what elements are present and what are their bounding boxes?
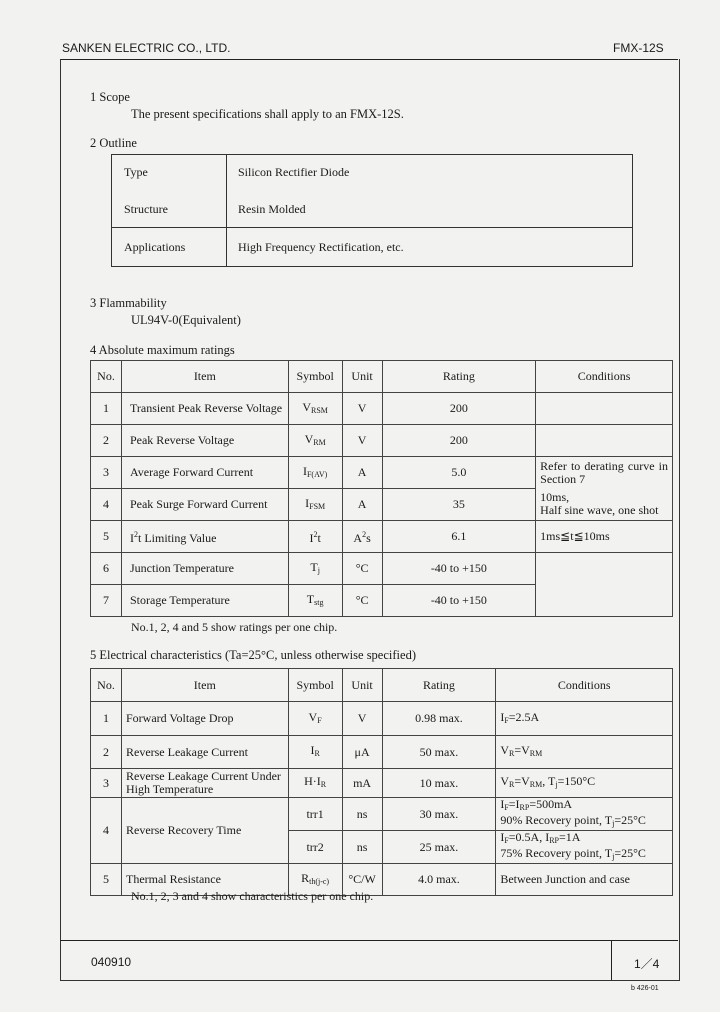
- row-conditions: [536, 553, 673, 585]
- scope-heading: 1 Scope: [90, 90, 130, 104]
- flammability-text: UL94V-0(Equivalent): [131, 313, 241, 327]
- row-no: 1: [91, 393, 122, 425]
- col-header-unit: Unit: [342, 361, 382, 393]
- row-symbol: $I_R$: [288, 736, 342, 769]
- table-row: [91, 457, 673, 489]
- table-row: [91, 585, 673, 617]
- row-unit: μA: [342, 736, 382, 769]
- row-no: 2: [91, 736, 122, 769]
- row-item: Reverse Leakage Current: [121, 736, 288, 769]
- abs-max-table: [90, 360, 673, 617]
- page-number: 1／4: [634, 957, 660, 971]
- col-header-no: No.: [91, 361, 122, 393]
- row-rating: 6.1: [382, 521, 536, 553]
- row-symbol: $I_{FSM}$: [288, 489, 342, 521]
- table-row: [91, 425, 673, 457]
- scope-text: The present specifications shall apply to an FMX-12S.: [131, 107, 404, 121]
- outline-structure-label: Structure: [124, 202, 168, 216]
- outline-divider: [226, 155, 227, 266]
- row-unit: $A^2s$: [342, 521, 382, 553]
- row-symbol: $T_{stg}$: [288, 585, 342, 617]
- table-row: [91, 769, 673, 798]
- row-symbol: trr2: [288, 831, 342, 864]
- table-row: [91, 521, 673, 553]
- col-header-conditions: Conditions: [536, 361, 673, 393]
- outline-type-label: Type: [124, 165, 148, 179]
- row-symbol: $R_{th(j-c)}$: [288, 864, 342, 896]
- col-header-item: Item: [121, 669, 288, 702]
- row-conditions: $I_F=2.5A$: [496, 702, 673, 736]
- row-no: 5: [91, 864, 122, 896]
- row-rating: -40 to +150: [382, 585, 536, 617]
- row-rating: 10 max.: [382, 769, 496, 798]
- outline-structure-value: Resin Molded: [238, 202, 306, 216]
- col-header-rating: Rating: [382, 669, 496, 702]
- elec-heading: 5 Electrical characteristics (Ta=25°C, unless otherwise specified): [90, 648, 416, 662]
- row-conditions: Between Junction and case: [496, 864, 673, 896]
- row-symbol: $V_F$: [288, 702, 342, 736]
- footer-divider: [611, 940, 612, 980]
- row-rating: 0.98 max.: [382, 702, 496, 736]
- table-row: [91, 702, 673, 736]
- table-row: [91, 798, 673, 831]
- row-unit: °C/W: [342, 864, 382, 896]
- row-rating: 4.0 max.: [382, 864, 496, 896]
- row-conditions: $I_F=0.5A$, $I_{RP}=1A$ 75% Recovery point, $T_j=25^\circ C$: [496, 831, 673, 864]
- footer-rule: [60, 940, 678, 941]
- col-header-unit: Unit: [342, 669, 382, 702]
- row-unit: °C: [342, 585, 382, 617]
- col-header-symbol: Symbol: [288, 669, 342, 702]
- table-row: [91, 736, 673, 769]
- row-no: 4: [91, 489, 122, 521]
- table-row: [91, 393, 673, 425]
- part-number: FMX-12S: [613, 41, 664, 55]
- row-item: Thermal Resistance: [121, 864, 288, 896]
- row-item: Peak Reverse Voltage: [121, 425, 288, 457]
- row-conditions: 1ms≦t≦10ms: [536, 521, 673, 553]
- row-no: 5: [91, 521, 122, 553]
- col-header-conditions: Conditions: [496, 669, 673, 702]
- row-symbol: $I_{F(AV)}$: [288, 457, 342, 489]
- row-rating: 30 max.: [382, 798, 496, 831]
- row-unit: V: [342, 702, 382, 736]
- row-conditions: 10ms, Half sine wave, one shot: [536, 489, 673, 521]
- row-conditions: [536, 425, 673, 457]
- row-unit: mA: [342, 769, 382, 798]
- row-conditions: [536, 393, 673, 425]
- row-rating: 50 max.: [382, 736, 496, 769]
- table-row: [91, 553, 673, 585]
- row-conditions: $V_R=V_{RM}$, $T_j=150^\circ C$: [496, 769, 673, 798]
- row-unit: ns: [342, 798, 382, 831]
- company-name: SANKEN ELECTRIC CO., LTD.: [62, 41, 231, 55]
- row-symbol: $T_j$: [288, 553, 342, 585]
- row-rating: 200: [382, 425, 536, 457]
- outline-applications-label: Applications: [124, 240, 186, 254]
- outline-applications-value: High Frequency Rectification, etc.: [238, 240, 404, 254]
- row-no: 4: [91, 798, 122, 864]
- row-no: 2: [91, 425, 122, 457]
- row-unit: A: [342, 457, 382, 489]
- row-item: $I^2t$ Limiting Value: [121, 521, 288, 553]
- row-item: Average Forward Current: [121, 457, 288, 489]
- row-symbol: $I^2t$: [288, 521, 342, 553]
- outline-type-value: Silicon Rectifier Diode: [238, 165, 350, 179]
- row-rating: 200: [382, 393, 536, 425]
- outline-row-rule: [112, 227, 632, 228]
- row-no: 1: [91, 702, 122, 736]
- row-unit: °C: [342, 553, 382, 585]
- row-item: Reverse Recovery Time: [121, 798, 288, 864]
- row-rating: 35: [382, 489, 536, 521]
- row-rating: 5.0: [382, 457, 536, 489]
- row-no: 6: [91, 553, 122, 585]
- row-unit: V: [342, 393, 382, 425]
- row-no: 3: [91, 769, 122, 798]
- col-header-symbol: Symbol: [288, 361, 342, 393]
- row-symbol: trr1: [288, 798, 342, 831]
- row-conditions: $V_R=V_{RM}$: [496, 736, 673, 769]
- elec-header-row: [91, 669, 673, 702]
- outline-heading: 2 Outline: [90, 136, 137, 150]
- row-item: Transient Peak Reverse Voltage: [121, 393, 288, 425]
- row-item: Reverse Leakage Current Under High Temperature: [121, 769, 288, 798]
- row-unit: ns: [342, 831, 382, 864]
- flammability-heading: 3 Flammability: [90, 296, 167, 310]
- row-symbol: $H\cdot I_R$: [288, 769, 342, 798]
- row-no: 7: [91, 585, 122, 617]
- table-row: [91, 489, 673, 521]
- abs-max-note: No.1, 2, 4 and 5 show ratings per one chip.: [131, 620, 338, 634]
- row-conditions: [536, 585, 673, 617]
- row-symbol: $V_{RM}$: [288, 425, 342, 457]
- col-header-rating: Rating: [382, 361, 536, 393]
- doc-number: b 426-01: [631, 985, 659, 992]
- footer-code: 040910: [91, 955, 132, 969]
- col-header-item: Item: [121, 361, 288, 393]
- row-item: Peak Surge Forward Current: [121, 489, 288, 521]
- row-conditions: $I_F=I_{RP}=500mA$ 90% Recovery point, $T_j=25^\circ C$: [496, 798, 673, 831]
- abs-max-heading: 4 Absolute maximum ratings: [90, 343, 235, 357]
- elec-note: No.1, 2, 3 and 4 show characteristics per one chip.: [131, 889, 374, 903]
- row-item: Forward Voltage Drop: [121, 702, 288, 736]
- row-no: 3: [91, 457, 122, 489]
- row-rating: -40 to +150: [382, 553, 536, 585]
- row-conditions: Refer to derating curve in Section 7: [536, 457, 673, 489]
- row-unit: V: [342, 425, 382, 457]
- row-item: Junction Temperature: [121, 553, 288, 585]
- row-symbol: $V_{RSM}$: [288, 393, 342, 425]
- elec-table: [90, 668, 673, 896]
- outline-table: [111, 154, 633, 267]
- row-rating: 25 max.: [382, 831, 496, 864]
- row-unit: A: [342, 489, 382, 521]
- abs-max-header-row: [91, 361, 673, 393]
- col-header-no: No.: [91, 669, 122, 702]
- row-item: Storage Temperature: [121, 585, 288, 617]
